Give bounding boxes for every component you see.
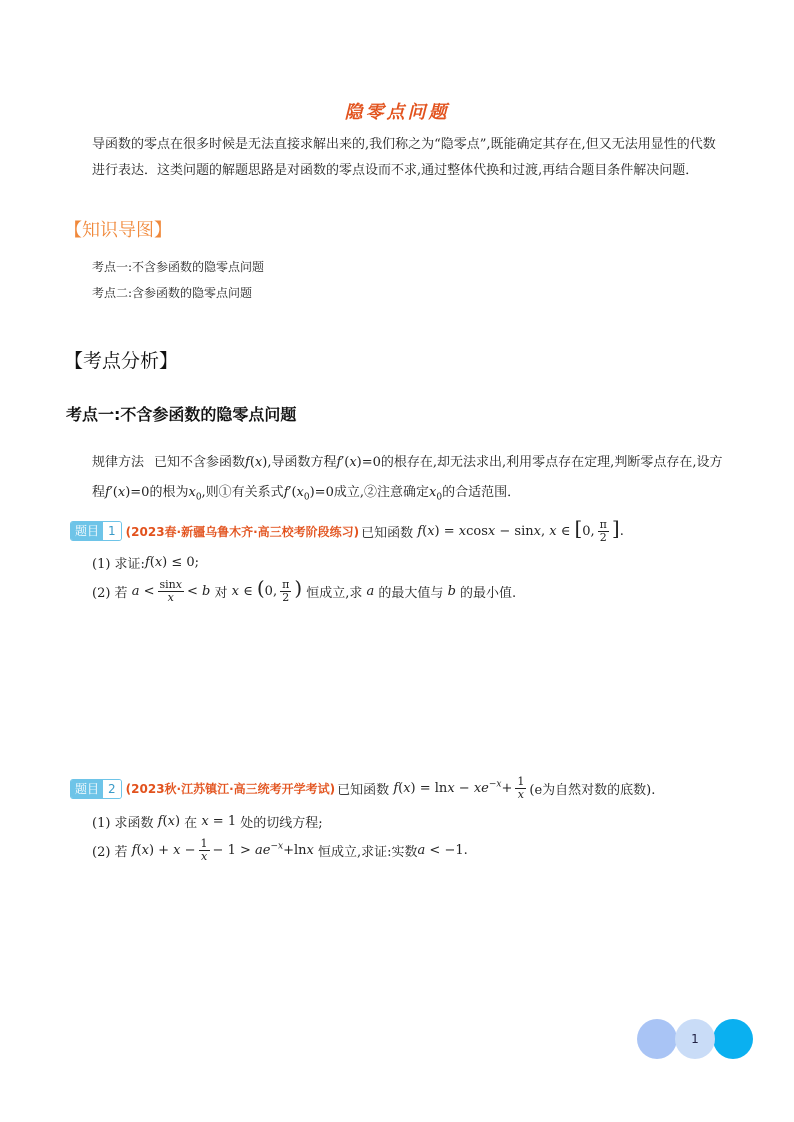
q-prefix: (2) 若 [92,845,128,860]
problem-2-stem [70,776,655,801]
problem-source: (2023春·新疆乌鲁木齐·高三校考阶段练习) [125,524,360,539]
page-title: 隐零点问题 [344,102,450,123]
q-text: 恒成立,求证:实数 [318,845,418,860]
decor-circle-left [637,1019,677,1059]
math-x0: $x_0$ [188,485,202,503]
method-text: 的根存在,却无法求出,利用零点存在定理,判断零点存在,设方程 [92,455,723,500]
stem-text: 已知函数 [361,525,414,541]
math-fx: f [245,455,250,470]
knowledge-map-item-1: 考点一:不含参函数的隐零点问题 [92,260,265,274]
method-text: 已知不含参函数 [154,455,246,470]
math-interval: x ∈ (0, $\frac{\pi}{2}$ ) [231,576,303,604]
method-text: 的合适范围． [442,485,521,500]
knowledge-map-item-2: 考点二:含参函数的隐零点问题 [92,286,253,300]
problem-badge [70,779,122,799]
problem-1-q2 [92,578,516,604]
problem-source: (2023秋·江苏镇江·高三统考开学考试) [125,782,336,796]
q-text: 的最小值. [460,585,517,601]
page-number: 1 [675,1019,715,1059]
decor-circle-right [713,1019,753,1059]
intro-paragraph: 导函数的零点在很多时候是无法直接求解出来的,我们称之为“隐零点”,既能确定其存在,但又无法用显性的代数进行表达．这类问题的解题思路是对函数的零点设而不求,通过整体代换和过渡,再结合题目条件解决问题． [92,137,716,178]
math-range: a < $\frac{\sin x}{x}$ < b [131,577,211,604]
method-text: 的根为 [149,485,189,500]
problem-1-q1 [92,553,199,572]
math-function: $f(x) = \ln x - xe^{-x}+$ $\frac{1}{x}$ [393,775,525,801]
badge-number: 2 [103,780,121,798]
method-text: ,则①有关系式 [201,485,284,500]
math-fx: f(x) [157,814,185,829]
math-ineq: f(x) + x − $\frac{1}{x}$ − $1 > ae^{-x}+\ln x$ [131,837,314,863]
math-a: a [362,583,379,599]
method-text: ,导函数方程 [267,455,337,470]
q-text: 对 [214,585,228,601]
method-text: 成立,②注意确定 [333,485,429,500]
badge-number: 1 [103,522,121,540]
method-lead: 规律方法 [92,455,145,470]
kaodian-1-heading: 考点一:不含参函数的隐零点问题 [66,405,297,424]
math-eq2: f′(x)=0 [105,485,150,500]
method-paragraph [92,448,732,513]
q-prefix: (1) 求证: [92,557,145,572]
math-x0-2: $x_0$ [429,485,443,503]
stem-text: 已知函数 [337,783,390,798]
q-text: 在 [184,816,198,831]
math-ineq: f(x) ≤ 0; [144,555,200,570]
stem-tail: (e为自然对数的底数). [529,783,656,798]
page-number-decoration [637,1019,753,1059]
q-text: 恒成立,求 [306,585,363,601]
math-function: f(x) = xcosx − sinx, x ∈ [0, $\frac{\pi}{2}$ ]. [417,516,624,544]
q-text: 的最大值与 [378,585,444,601]
q-text: 处的切线方程; [240,816,323,831]
math-eq3: $f'(x_0)=0$ [283,485,334,503]
knowledge-map-heading: 【知识导图】 [64,220,172,241]
problem-1-stem [70,518,624,544]
q-prefix: (1) 求函数 [92,816,154,831]
problem-2-q1 [92,812,323,831]
problem-badge [70,521,122,541]
math-b: b [443,583,461,599]
math-x1: x = 1 [201,814,241,829]
badge-label: 题目 [71,780,103,798]
math-a-range: a < −1. [417,843,468,858]
problem-2-q2 [92,838,468,863]
math-paren: (x) [249,455,268,470]
analysis-heading: 【考点分析】 [64,350,179,372]
badge-label: 题目 [71,522,103,540]
math-eq1: f′(x)=0 [336,455,381,470]
q-prefix: (2) 若 [92,585,128,601]
